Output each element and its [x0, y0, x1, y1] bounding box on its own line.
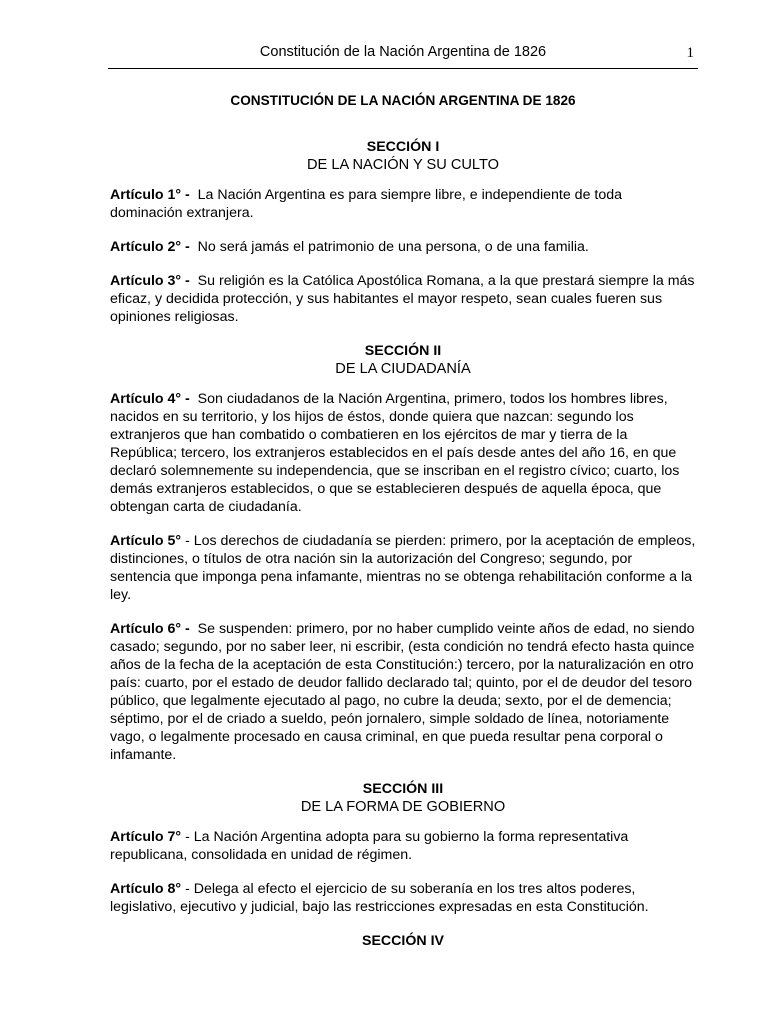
article-label: Artículo 5° — [110, 533, 182, 549]
article-label: Artículo 6° - — [110, 621, 190, 637]
page-number: 1 — [686, 45, 694, 61]
article-text: Su religión es la Católica Apostólica Romana, a la que prestará siempre la más eficaz, y decidida protección, y sus habitantes el mayor respeto, sean cuales fueren sus opiniones religiosas. — [110, 273, 695, 325]
section-number: SECCIÓN II — [364, 343, 442, 359]
section-number: SECCIÓN III — [362, 781, 444, 797]
article-text: Se suspenden: primero, por no haber cumplido veinte años de edad, no siendo casado; segundo, por no saber leer, ni escribir, (esta condición no tendrá efecto hasta quince años de la fecha de la aceptación de esta Constitución:) tercero, por la naturalización en otro país: cuarto, por el estado de deudor fallido declarado tal; quinto, por el de deudor del tesoro público, que legalmente ejecutado al pago, no cubre la deuda; sexto, por el de demencia; séptimo, por el de criado a sueldo, peón jornalero, simple soldado de línea, notoriamente vago, o legalmente procesado en causa criminal, en que pueda resultar pena corporal o infamante. — [110, 621, 695, 763]
article-label: Artículo 1° - — [110, 187, 190, 203]
article-text: - Delega al efecto el ejercicio de su soberanía en los tres altos poderes, legislativo, ejecutivo y judicial, bajo las restricciones expresadas en esta Constitución. — [110, 881, 649, 915]
article-4 — [110, 390, 696, 516]
article-label: Artículo 4° - — [110, 391, 190, 407]
section-heading — [110, 138, 696, 174]
article-label: Artículo 7° — [110, 829, 182, 845]
article-6 — [110, 620, 696, 764]
article-label: Artículo 2° - — [110, 239, 190, 255]
article-text: Son ciudadanos de la Nación Argentina, primero, todos los hombres libres, nacidos en su territorio, y los hijos de éstos, donde quiera que nazcan: segundo los extranjeros que han combatido o combatieren en los ejércitos de mar y tierra de la República; tercero, los extranjeros establecidos en el país desde antes del año 16, en que declaró solemnemente su independencia, que se inscriban en el registro cívico; cuarto, los demás extranjeros establecidos, o que se establecieren después de aquella época, que obtengan carta de ciudadanía. — [110, 391, 680, 515]
document-body — [110, 92, 696, 962]
article-7 — [110, 828, 696, 864]
article-text: La Nación Argentina es para siempre libre, e independiente de toda dominación extranjera. — [110, 187, 623, 221]
article-1 — [110, 186, 696, 222]
article-5 — [110, 532, 696, 604]
running-header — [108, 44, 698, 69]
article-text: - La Nación Argentina adopta para su gobierno la forma representativa republicana, consolidada en unidad de régimen. — [110, 829, 629, 863]
section-name: DE LA CIUDADANÍA — [335, 361, 471, 377]
article-2 — [110, 238, 696, 256]
section-name: DE LA NACIÓN Y SU CULTO — [307, 157, 499, 173]
article-label: Artículo 3° - — [110, 273, 190, 289]
section-heading — [110, 932, 696, 950]
document-title: CONSTITUCIÓN DE LA NACIÓN ARGENTINA DE 1826 — [230, 93, 576, 108]
section-heading — [110, 780, 696, 816]
section-number: SECCIÓN IV — [362, 933, 444, 949]
article-8 — [110, 880, 696, 916]
article-text: No será jamás el patrimonio de una persona, o de una familia. — [197, 239, 589, 255]
article-text: - Los derechos de ciudadanía se pierden: primero, por la aceptación de empleos, distinciones, o títulos de otra nación sin la autorización del Congreso; segundo, por sentencia que imponga pena infamante, mientras no se obtenga rehabilitación conforme a la ley. — [110, 533, 696, 603]
running-title: Constitución de la Nación Argentina de 1826 — [259, 44, 547, 60]
section-name: DE LA FORMA DE GOBIERNO — [300, 799, 506, 815]
article-label: Artículo 8° — [110, 881, 182, 897]
section-number: SECCIÓN I — [366, 139, 440, 155]
article-3 — [110, 272, 696, 326]
section-heading — [110, 342, 696, 378]
